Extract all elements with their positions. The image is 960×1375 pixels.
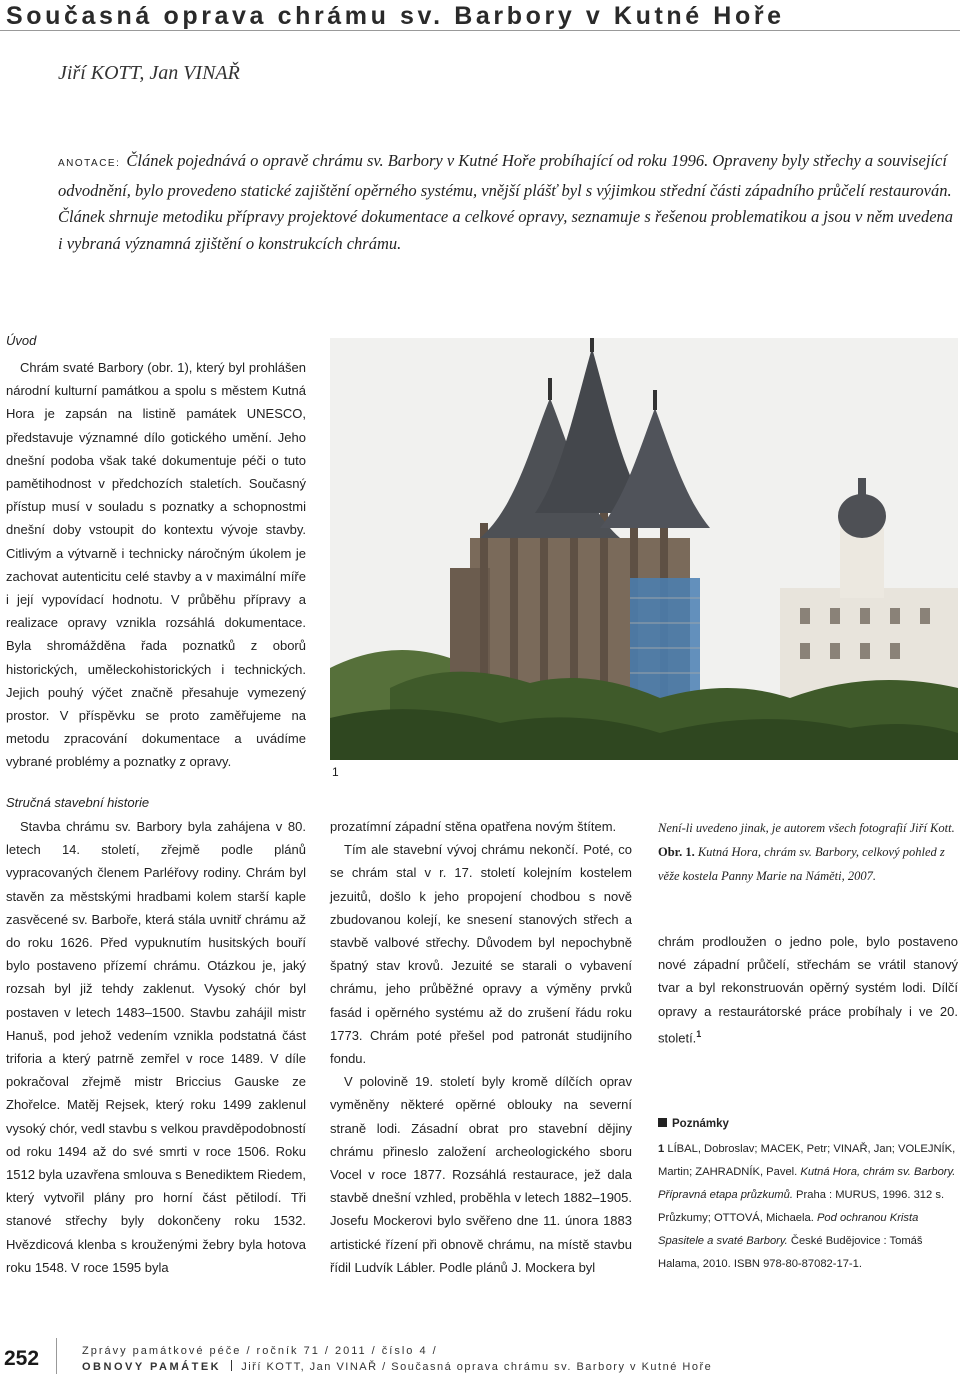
figure-number: 1 (332, 765, 339, 779)
cathedral-photo (330, 338, 958, 760)
note-text-b: Praha : MURUS, 1996. 312 s. Průzkumy; OTTOVÁ, Michaela. (658, 1189, 945, 1224)
intro-column (6, 356, 306, 774)
notes-heading (658, 1118, 729, 1130)
note-italic-a: Kutná Hora, chrám sv. Barbory. Přípravná etapa průzkumů. (658, 1166, 956, 1201)
footer-running-head (82, 1360, 712, 1373)
figure-caption (658, 816, 958, 888)
article-authors: Jiří KOTT, Jan VINAŘ (58, 62, 240, 84)
article-title: Současná oprava chrámu sv. Barbory v Kutné Hoře (6, 2, 785, 30)
abstract (58, 148, 956, 257)
footer-journal: Zprávy památkové péče / ročník 71 / 2011 / číslo 4 / (82, 1345, 438, 1357)
title-rule (0, 30, 960, 31)
col2-paragraph-1: prozatímní západní stěna opatřena novým štítem. (330, 819, 617, 834)
note-number: 1 (658, 1143, 665, 1155)
page-number: 252 (4, 1347, 40, 1370)
notes-square-icon (658, 1118, 667, 1127)
history-paragraph: Stavba chrámu sv. Barbory byla zahájena v 80. letech 14. století, zřejmě podle plánů vypracovaných členem Parléřovy rodiny. Chrám byl stavěn za městskými hradbami kolem starší kaple zasvěcené sv. Barboře, která stála uvnitř chrámu až do roku 1626. Před vypuknutím husitských bouří bylo postaveno přízemí chrámu. Otázkou je, jaký rozsah byl již tehdy zaklenut. Vysoký chór byl postaven v letech 1483–1500. Stavbu zahájil mistr Hanuš, pod jehož vedením vznikla podstatná část triforia a který patrně zemřel v roce 1489. V díle pokračoval zřejmě mistr Briccius Gauske ze Zhořelce. Matěj Rejsek, který roku 1499 zaklenul vysoký chór, vedl stavbu s velkou pravděpodobností od roku 1494 až do své smrti v roce 1506. Roku 1512 byla uzavřena smlouva s Benediktem Riedem, který vytvořil plány pro horní část pětilodí. Tři stanové střechy byly dokončeny roku 1532. Hvězdicová klenba s krouženými žebry byla hotova roku 1548. V roce 1595 byla (6, 819, 306, 1275)
col2-paragraph-2: Tím ale stavební vývoj chrámu nekončí. Poté, co se chrám stal v r. 17. století kolejním kostelem jezuitů, došlo k jeho propojení chodbou s nově zbudovanou kolejí, ke snesení stanových střech a stavbě valbové střechy. Důvodem byl nepochybně špatný stav krovů. Jezuité se starali o vybavení chrámu, jeho průběžné opravy a výměny prvků fasád i opěrného systému až do zrušení řádu roku 1773. Chrám poté přešel pod patronát studijního fondu. (330, 842, 632, 1067)
col3-text: chrám prodloužen o jedno pole, bylo postaveno nové západní průčelí, střechám se vrátil stanový tvar a byl rekonstruován opěrný systém lodi. Dílčí opravy a restaurátorské práce probíhaly i ve 20. století. (658, 934, 958, 1046)
footer-running: Jiří KOTT, Jan VINAŘ / Současná oprava chrámu sv. Barbory v Kutné Hoře (241, 1361, 713, 1373)
caption-text: Kutná Hora, chrám sv. Barbory, celkový pohled z věže kostela Panny Marie na Náměti, 2007. (658, 845, 945, 883)
column-three (658, 930, 958, 1049)
notes-heading-label: Poznámky (672, 1118, 729, 1130)
note-text-c: České Budějovice : Tomáš Halama, 2010. ISBN 978-80-87082-17-1. (658, 1235, 923, 1270)
col3-paragraph (658, 930, 958, 1049)
abstract-label: ANOTACE: (58, 158, 121, 169)
section-heading-history: Stručná stavební historie (6, 795, 150, 810)
history-column (6, 815, 306, 1279)
note-text-a: LÍBAL, Dobroslav; MACEK, Petr; VINAŘ, Jan; VOLEJNÍK, Martin; ZAHRADNÍK, Pavel. (658, 1143, 956, 1178)
col2-paragraph-3: V polovině 19. století byly kromě dílčích oprav vyměněny některé opěrné oblouky na severní straně lodi. Zásadní obrat pro stavební dějiny chrámu přineslo založení archeologického sboru Vocel v roce 1877. Rozsáhlá restaurace, jež dala stavbě dnešní vzhled, proběhla v letech 1882–1905. Josefu Mockerovi bylo svěřeno dne 11. února 1883 artistické řízení při obnově chrámu, na místě stavbu řídil Ludvík Lábler. Podle plánů J. Mockera byl (330, 1074, 632, 1275)
note-item (658, 1138, 958, 1276)
intro-paragraph: Chrám svaté Barbory (obr. 1), který byl prohlášen národní kulturní památkou a spolu s městem Kutná Hora je zapsán na listině památek UNESCO, představuje významné dílo gotického umění. Jeho dnešní podoba však také dokumentuje péči o tuto pamětihodnost v předchozích staletích. Současný přístup musí v souladu s poznatky a schopnostmi dnešní doby vstoupit do kontextu vývoje stavby. Citlivým a výtvarně i technicky náročným úkolem je zachovat autenticitu celé stavby a v maximální míře i její vypovídací hodnotu. V průběhu přípravy a realizace opravy vznikla rozsáhlá dokumentace. Byla shromážděna řada poznatků z oborů historických, uměleckohistorických i technických. Jejich pouhý výčet značně přesahuje vymezený prostor. V příspěvku se proto zaměřujeme na metodu zpracování dokumentace a uvádíme vybrané problémy a poznatky z opravy. (6, 360, 306, 770)
section-heading-intro: Úvod (6, 333, 37, 348)
note-italic-b: Pod ochranou Krista Spasitele a svaté Barbory. (658, 1212, 919, 1247)
footer-section: OBNOVY PAMÁTEK (82, 1361, 222, 1373)
photo-credit: Není-li uvedeno jinak, je autorem všech fotografií Jiří Kott. (658, 821, 955, 835)
column-two (330, 815, 632, 1279)
footnote-ref[interactable]: 1 (696, 1028, 702, 1039)
abstract-text: Článek pojednává o opravě chrámu sv. Barbory v Kutné Hoře probíhající od roku 1996. Opraveny byly střechy a související odvodnění, bylo provedeno statické zajištění opěrného systému, vnější plášť byl s výjimkou střední části západního průčelí restaurován. Článek shrnuje metodiku přípravy projektové dokumentace a celkové opravy, seznamuje s řešenou problematikou a jsou v něm uvedena i vybraná významná zjištění o konstrukcích chrámu. (58, 151, 954, 253)
footer-rule (56, 1338, 57, 1374)
caption-label: Obr. 1. (658, 845, 695, 859)
